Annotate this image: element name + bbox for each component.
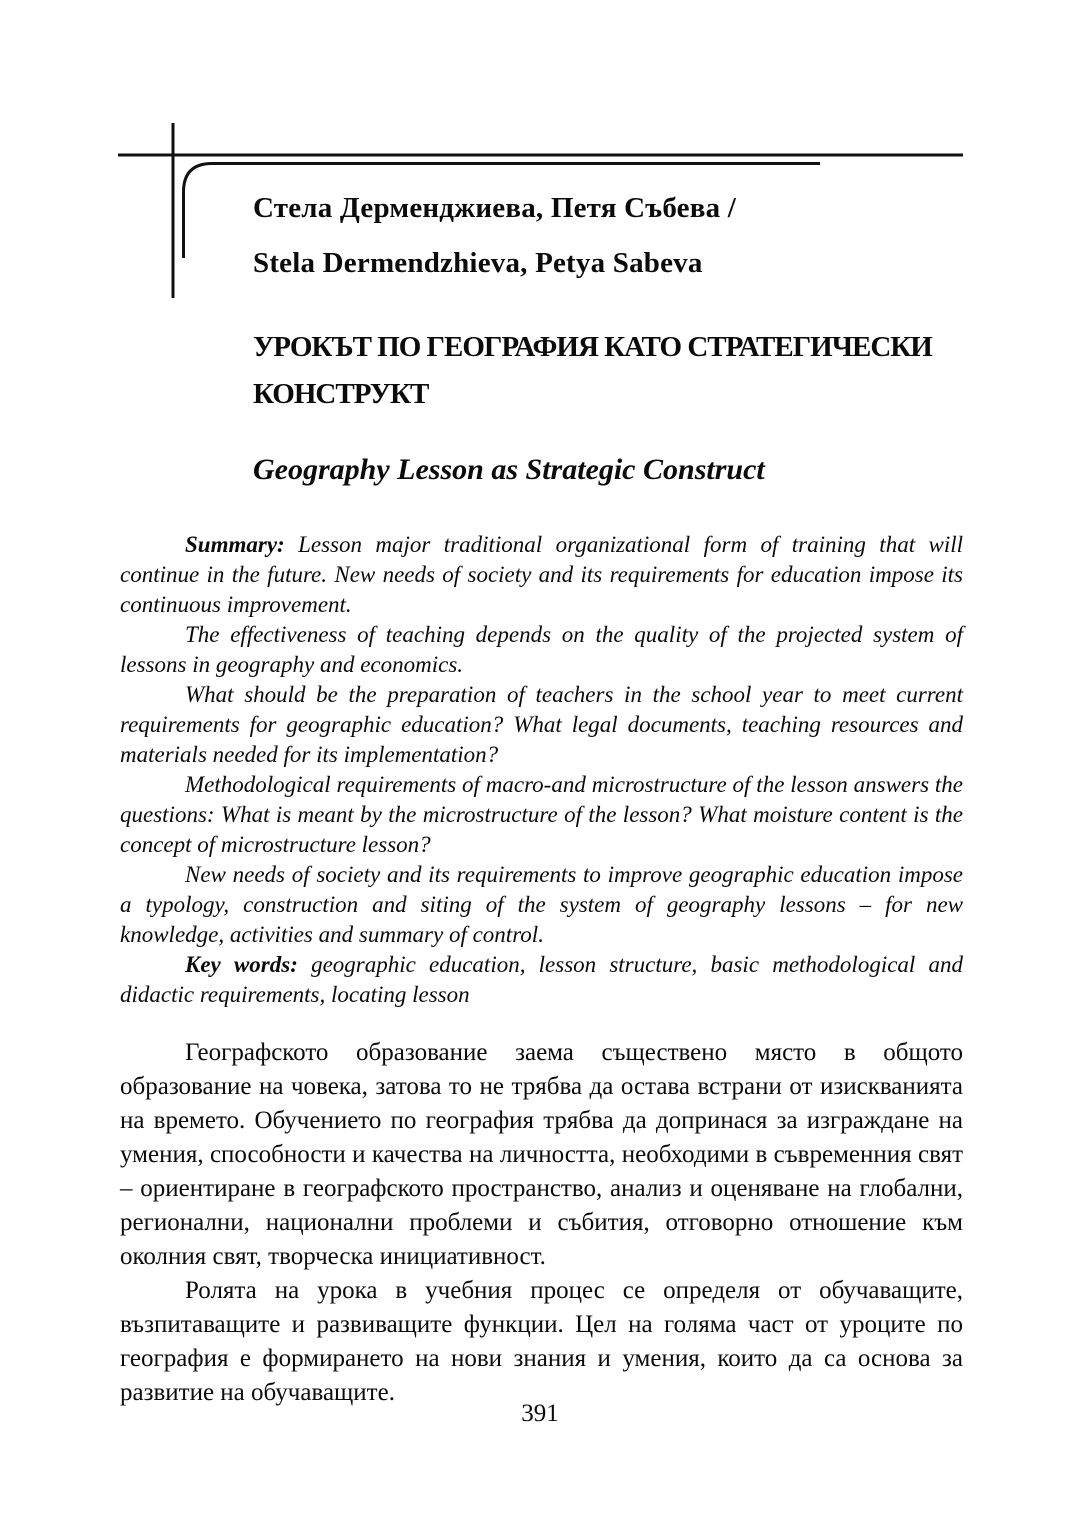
summary-paragraph: The effectiveness of teaching depends on the quality of the projected system of lessons in geography and economics. xyxy=(120,622,963,677)
summary-section xyxy=(120,530,963,1010)
summary-paragraph: New needs of society and its requirements to improve geographic education impose a typology, construction and siting of the system of geography lessons – for new knowledge, activities and summary of control. xyxy=(120,862,963,947)
keywords-paragraph xyxy=(120,950,963,1010)
authors-cyrillic: Стела Дерменджиева, Петя Събева / xyxy=(253,192,736,224)
summary-paragraph-text: Lesson major traditional organizational form of training that will continue in the future. New needs of society and its requirements for education impose its continuous improvement. xyxy=(120,532,964,617)
summary-paragraph xyxy=(120,530,963,620)
summary-label: Summary: xyxy=(185,532,285,557)
keywords-text: geographic education, lesson structure, basic methodological and didactic requirements, locating lesson xyxy=(120,952,963,1007)
body-paragraph: Ролята на урока в учебния процес се определя от обучаващите, възпитаващите и развиващите функции. Цел на голяма част от уроците по география е формирането на нови знания и умения, които да са основа за развитие на обучаващите. xyxy=(120,1277,963,1406)
article-body xyxy=(120,1036,963,1410)
authors-latin: Stela Dermendzhieva, Petya Sabeva xyxy=(253,247,703,279)
page-number: 391 xyxy=(521,1400,559,1427)
body-paragraph: Географското образование заема съществено място в общото образование на човека, затова то не трябва да остава встрани от изискванията на времето. Обучението по география трябва да допринася за изграждане на умения, способности и качества на личността, необходими в съвременния свят – ориентиране в географското пространство, анализ и оценяване на глобални, регионални, национални проблеми и събития, отговорно отношение към околния свят, творческа инициативност. xyxy=(120,1039,963,1270)
article-title-bulgarian: УРОКЪТ ПО ГЕОГРАФИЯ КАТО СТРАТЕГИЧЕСКИ КОНСТРУКТ xyxy=(253,331,932,411)
author-block xyxy=(253,188,736,298)
article-title-english: Geography Lesson as Strategic Construct xyxy=(253,452,765,486)
summary-paragraph: What should be the preparation of teachers in the school year to meet current requirements for geographic education? What legal documents, teaching resources and materials needed for its implementation? xyxy=(120,682,963,767)
summary-paragraph: Methodological requirements of macro-and microstructure of the lesson answers the questions: What is meant by the microstructure of the lesson? What moisture content is the concept of microstructure lesson? xyxy=(120,772,963,857)
keywords-label: Key words: xyxy=(185,952,298,977)
